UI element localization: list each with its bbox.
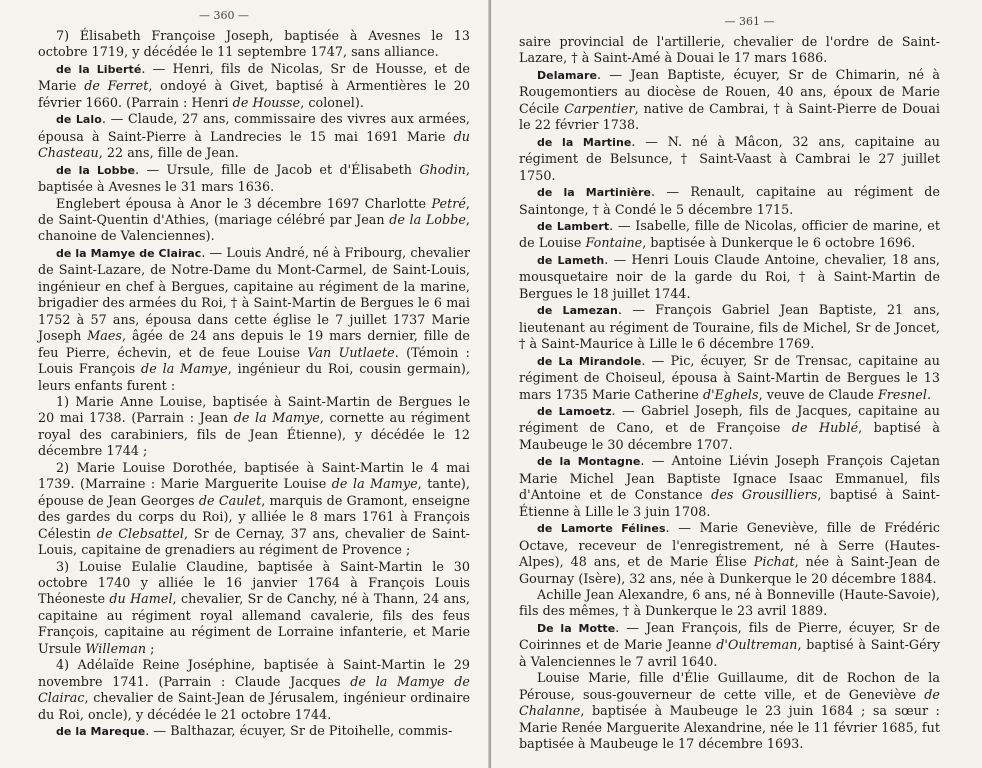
entry-paragraph (519, 453, 940, 520)
entry-text: 7) Élisabeth Françoise Joseph, baptisée à Avesnes le 13 octobre 1719, y décédée le 11 septembre 1747, sans alliance. (38, 28, 470, 60)
entry-paragraph (38, 111, 470, 161)
entry-text: . (Témoin : Louis François (38, 344, 470, 377)
italic-name: de Chalanne (519, 686, 940, 719)
entry-paragraph (519, 670, 940, 752)
italic-name: Carpentier (564, 100, 635, 116)
italic-name: de la Lobbe (389, 211, 466, 227)
italic-name: du Hamel (109, 591, 173, 607)
entry-paragraph (519, 353, 940, 403)
family-name: de Lamezan (537, 304, 618, 318)
family-name: de la Mareque (56, 725, 146, 739)
entry-text: Louise Marie, fille d'Élie Guillaume, dit de Rochon de la Pérouse, sous-gouverneur de cette ville, et de Geneviève (519, 670, 940, 702)
italic-name: Fontaine (585, 235, 643, 251)
italic-name: Willeman (85, 640, 147, 656)
entry-text: Achille Jean Alexandre, 6 ans, né à Bonneville (Haute-Savoie), fils des mêmes, † à Dunkerque le 23 avril 1889. (519, 586, 940, 619)
page-number: — 360 — (199, 9, 249, 22)
entry-text: , native de Cambrai, † à Saint-Pierre de Douai le 22 février 1738. (519, 100, 940, 133)
entry-paragraph (519, 520, 940, 587)
entry-paragraph (38, 460, 470, 559)
entry-text: Englebert épousa à Anor le 3 décembre 1697 Charlotte (56, 195, 432, 211)
entry-text: , baptisée à Dunkerque le 6 octobre 1696. (642, 235, 916, 251)
entry-paragraph (38, 723, 470, 740)
page-body (519, 34, 940, 752)
entry-text: . — Renault, capitaine au régiment de Saintonge, † à Condé le 5 décembre 1715. (519, 184, 940, 217)
page-body (38, 28, 470, 740)
entry-text: . — Henri, fils de Nicolas, Sr de Housse, et de Marie (38, 60, 470, 94)
entry-paragraph (38, 657, 470, 723)
family-name: de la Lobbe (56, 163, 136, 177)
italic-name: Maes (87, 328, 122, 344)
entry-text: , de Saint-Quentin d'Athies, (mariage célébré par Jean (38, 195, 470, 227)
entry-text: . — Isabelle, fille de Nicolas, officier de marine, et de Louise (519, 217, 940, 251)
entry-text: . — Jean Baptiste, écuyer, Sr de Chimarin, né à Rougemontiers au diocèse de Rouen, 40 ans, époux de Marie Cécile (519, 66, 940, 116)
italic-name: Pichat (753, 554, 795, 570)
family-name: de la Liberté (56, 62, 142, 76)
entry-paragraph (38, 394, 470, 460)
entry-text: , baptisé à Maubeuge le 30 décembre 1707. (519, 420, 940, 452)
italic-name: d'Eghels (702, 386, 759, 402)
entry-text: , chevalier, Sr de Canchy, né à Thann, 24 ans, capitaine au régiment royal allemand cavalerie, fils des feus François, capitaine au régiment de Lorraine infanterie, et Marie Ursule (38, 591, 470, 656)
entry-paragraph (519, 587, 940, 620)
italic-name: de Ferret (84, 78, 149, 94)
entry-text: saire provincial de l'artillerie, chevalier de l'ordre de Saint-Lazare, † à Saint-Amé à Douai le 17 mars 1686. (519, 34, 940, 66)
entry-text: . — Pic, écuyer, Sr de Trensac, capitaine au régiment de Choiseul, épousa à Saint-Martin de Bergues le 13 mars 1735 Marie Catherine (519, 352, 941, 402)
family-name: de La Mirandole (537, 354, 642, 368)
entry-text: , née à Saint-Jean de Gournay (Isère), 32 ans, née à Dunkerque le 20 décembre 1884. (519, 554, 940, 586)
entry-paragraph (38, 559, 470, 658)
family-name: de la Martine (537, 135, 632, 149)
italic-name: de Clebsattel (96, 525, 185, 541)
entry-text: , marquis de Gramont, enseigne des gardes du corps du Roi), y alliée le 8 mars 1761 à François Célestin (38, 492, 470, 541)
entry-text: . — N. né à Mâcon, 32 ans, capitaine au régiment de Belsunce, † Saint-Vaast à Cambrai le 27 juillet 1750. (519, 133, 941, 183)
entry-paragraph (519, 620, 940, 670)
entry-text: 2) Marie Louise Dorothée, baptisée à Saint-Martin le 4 mai 1739. (Marraine : Marie Marguerite Louise (38, 459, 470, 492)
italic-name: de Caulet (198, 492, 262, 508)
entry-text: 3) Louise Eulalie Claudine, baptisée à Saint-Martin le 30 octobre 1740 y alliée le 16 janvier 1764 à François Louis Théoneste (38, 558, 470, 607)
entry-text: , tante), épouse de Jean Georges (38, 476, 470, 508)
italic-name: de la Mamye (141, 361, 228, 377)
right-page (491, 0, 982, 768)
family-name: de la Montagne (537, 455, 641, 469)
entry-text: , cornette au régiment royal des carabiniers, fils de Jean Étienne), y décédée le 12 décembre 1744 ; (38, 410, 470, 459)
page-number: — 361 — (724, 15, 775, 28)
entry-paragraph (519, 34, 940, 67)
family-name: de Lambert (537, 219, 610, 233)
family-name: de la Mamye de Clairac (56, 246, 202, 260)
italic-name: de la Mamye (233, 410, 320, 426)
entry-text: , baptisé à Saint-Étienne à Lille le 3 juin 1708. (519, 487, 941, 519)
italic-name: Van Uutlaete (307, 344, 395, 360)
italic-name: de Hublé (791, 420, 859, 436)
entry-text: , baptisé à Saint-Géry à Valenciennes le 7 avril 1640. (519, 637, 940, 669)
entry-text: . (926, 386, 932, 402)
italic-name: du Chasteau (38, 128, 470, 161)
entry-text: , Sr de Cernay, 37 ans, chevalier de Saint-Louis, capitaine de grenadiers au régiment de Provence ; (38, 525, 470, 558)
italic-name: de la Mamye (331, 476, 418, 492)
italic-name: de la Mamye de Clairac (38, 673, 470, 706)
entry-text: , âgée de 24 ans depuis le 19 mars dernier, fille de feu Pierre, échevin, et de feue Louise (38, 328, 470, 360)
family-name: de la Martinière (537, 186, 652, 200)
family-name: de Lamoetz (537, 404, 612, 418)
entry-text: , ingénieur du Roi, cousin germain), leurs enfants furent : (38, 361, 470, 393)
italic-name: Fresnel (877, 386, 927, 402)
entry-paragraph (519, 67, 940, 134)
entry-paragraph (38, 196, 470, 245)
entry-text: , ondoyé à Givet, baptisé à Armentières le 20 février 1660. (Parrain : Henri (38, 78, 470, 110)
entry-paragraph (38, 245, 470, 394)
italic-name: Ghodin (419, 161, 466, 177)
entry-paragraph (38, 28, 470, 61)
family-name: de Lalo (56, 113, 102, 127)
entry-text: , baptisée à Avesnes le 31 mars 1636. (38, 161, 471, 195)
entry-text: . — Jean François, fils de Pierre, écuyer, Sr de Coirinnes et de Marie Jeanne (519, 619, 940, 653)
entry-text: . — François Gabriel Jean Baptiste, 21 ans, lieutenant au régiment de Touraine, fils de Michel, Sr de Joncet, † à Saint-Maurice à Lille le 6 décembre 1769. (519, 302, 940, 352)
entry-paragraph (519, 218, 940, 252)
entry-text: , 22 ans, fille de Jean. (98, 145, 239, 161)
entry-text: 1) Marie Anne Louise, baptisée à Saint-Martin de Bergues le 20 mai 1738. (Parrain : Jean (38, 393, 470, 426)
entry-paragraph (519, 252, 940, 302)
entry-text: , colonel). (300, 94, 364, 110)
entry-paragraph (519, 302, 940, 352)
entry-text: , veuve de Claude (758, 386, 878, 402)
entry-text: . — Henri Louis Claude Antoine, chevalier, 18 ans, mousquetaire noir de la garde du Roi, † à Saint-Martin de Bergues le 18 juillet 1744. (519, 251, 940, 301)
italic-name: des Grousilliers (711, 487, 818, 503)
family-name: de Lameth (537, 253, 605, 267)
entry-text: . — Balthazar, écuyer, Sr de Pitoihelle, commis- (145, 723, 453, 739)
entry-text: . — Marie Geneviève, fille de Frédéric Octave, receveur de l'enregistrement, né à Serre (Hautes-Alpes), 48 ans, et de Marie Élise (519, 520, 940, 570)
italic-name: Petré (431, 195, 466, 211)
italic-name: d'Oultreman (716, 637, 798, 653)
left-page (0, 0, 490, 768)
entry-paragraph (519, 184, 940, 218)
entry-text: 4) Adélaïde Reine Joséphine, baptisée à Saint-Martin le 29 novembre 1741. (Parrain : Claude Jacques (38, 657, 470, 689)
entry-paragraph (519, 403, 940, 453)
entry-text: . — Gabriel Joseph, fils de Jacques, capitaine au régiment de Cano, et de Françoise (519, 402, 940, 436)
family-name: de Lamorte Félines (537, 522, 666, 536)
entry-paragraph (38, 61, 470, 111)
family-name: Delamare (537, 68, 597, 82)
entry-text: , chanoine de Valenciennes). (38, 211, 470, 244)
entry-text: . — Louis André, né à Fribourg, chevalier de Saint-Lazare, de Notre-Dame du Mont-Carmel, de Saint-Louis, ingénieur en chef à Bergues, capitaine au régiment de la marine, brigadier des armées du Roi, † à Saint-Martin de Bergues le 6 mai 1752 à 57 ans, épousa dans cette église le 7 juillet 1737 Marie Joseph (38, 244, 470, 344)
entry-text: , baptisée à Maubeuge le 23 juin 1684 ; sa sœur : Marie Renée Marguerite Alexandrine, née le 11 février 1685, fut baptisée à Maubeuge le 17 décembre 1693. (519, 703, 940, 752)
entry-text: ; (146, 640, 155, 656)
entry-text: , chevalier de Saint-Jean de Jérusalem, ingénieur ordinaire du Roi, oncle), y décédée le 21 octobre 1744. (38, 690, 470, 722)
entry-text: . — Claude, 27 ans, commissaire des vivres aux armées, épousa à Saint-Pierre à Landrecies le 15 mai 1691 Marie (38, 111, 470, 144)
entry-paragraph (38, 162, 470, 196)
entry-text: . — Ursule, fille de Jacob et d'Élisabeth (135, 161, 420, 177)
italic-name: de Housse (232, 94, 301, 110)
family-name: De la Motte (537, 621, 616, 635)
entry-text: . — Antoine Liévin Joseph François Cajetan Marie Michel Jean Baptiste Ignace Isaac Emmanuel, fils d'Antoine et de Constance (519, 453, 940, 503)
entry-paragraph (519, 134, 940, 184)
